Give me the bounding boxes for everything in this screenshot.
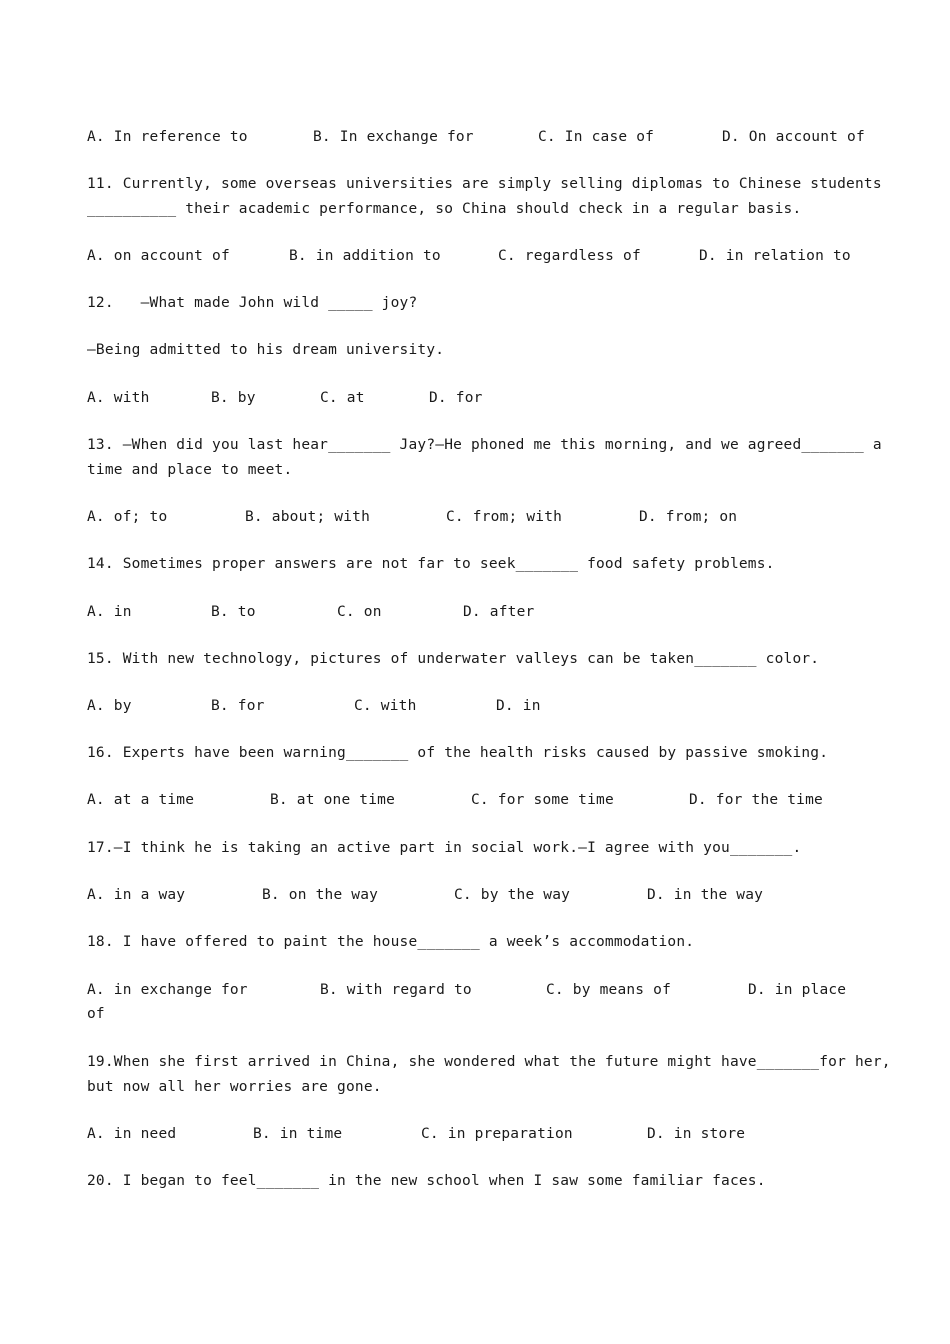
option-d: D. in store [647, 1126, 746, 1142]
option-c: C. with [354, 698, 417, 714]
option-c: C. on [337, 604, 382, 620]
option-a: A. of; to [87, 509, 168, 525]
option-b: B. in time [253, 1126, 343, 1142]
option-b: B. on the way [262, 887, 379, 903]
option-b: B. about; with [245, 509, 371, 525]
option-b: B. with regard to [320, 982, 472, 998]
option-a: A. In reference to [87, 129, 248, 145]
option-d: D. for the time [689, 792, 823, 808]
question-text: 12. —What made John wild _____ joy? [87, 295, 418, 311]
option-b: B. by [211, 390, 256, 406]
option-b: B. In exchange for [313, 129, 474, 145]
option-d: D. On account of [722, 129, 865, 145]
question-text: 13. —When did you last hear_______ Jay?—He phoned me this morning, and we agreed_______ a [87, 437, 882, 453]
option-b: B. at one time [270, 792, 396, 808]
question-text-continued: time and place to meet. [87, 462, 293, 478]
question-text: 11. Currently, some overseas universities are simply selling diplomas to Chinese students [87, 176, 882, 192]
option-c: C. regardless of [498, 248, 641, 264]
option-d: D. in the way [647, 887, 764, 903]
question-text-continued: __________ their academic performance, so China should check in a regular basis. [87, 201, 802, 217]
option-a: A. at a time [87, 792, 195, 808]
option-a: A. in need [87, 1126, 177, 1142]
option-b: B. for [211, 698, 265, 714]
question-text: 18. I have offered to paint the house_______ a week’s accommodation. [87, 934, 695, 950]
option-a: A. in a way [87, 887, 186, 903]
option-c: C. by means of [546, 982, 672, 998]
question-text: 15. With new technology, pictures of underwater valleys can be taken_______ color. [87, 651, 820, 667]
question-text-continued: —Being admitted to his dream university. [87, 342, 445, 358]
question-text: 20. I began to feel_______ in the new school when I saw some familiar faces. [87, 1173, 766, 1189]
question-text-continued: but now all her worries are gone. [87, 1079, 382, 1095]
option-c: C. at [320, 390, 365, 406]
option-c: C. for some time [471, 792, 614, 808]
option-d: D. in [496, 698, 541, 714]
option-d: D. for [429, 390, 483, 406]
option-b: B. to [211, 604, 256, 620]
question-text: 19.When she first arrived in China, she wondered what the future might have_______for her, [87, 1054, 891, 1070]
question-text: 16. Experts have been warning_______ of the health risks caused by passive smoking. [87, 745, 829, 761]
option-c: C. in preparation [421, 1126, 573, 1142]
question-text: 17.—I think he is taking an active part in social work.—I agree with you_______. [87, 840, 802, 856]
option-a: A. by [87, 698, 132, 714]
option-b: B. in addition to [289, 248, 441, 264]
option-a: A. with [87, 390, 150, 406]
option-a: A. in [87, 604, 132, 620]
option-d-continued: of [87, 1006, 105, 1022]
option-c: C. by the way [454, 887, 571, 903]
option-d: D. after [463, 604, 535, 620]
option-d: D. in relation to [699, 248, 851, 264]
option-a: A. on account of [87, 248, 230, 264]
option-c: C. from; with [446, 509, 563, 525]
option-d: D. in place [748, 982, 847, 998]
option-d: D. from; on [639, 509, 738, 525]
option-c: C. In case of [538, 129, 655, 145]
question-text: 14. Sometimes proper answers are not far to seek_______ food safety problems. [87, 556, 775, 572]
option-a: A. in exchange for [87, 982, 248, 998]
